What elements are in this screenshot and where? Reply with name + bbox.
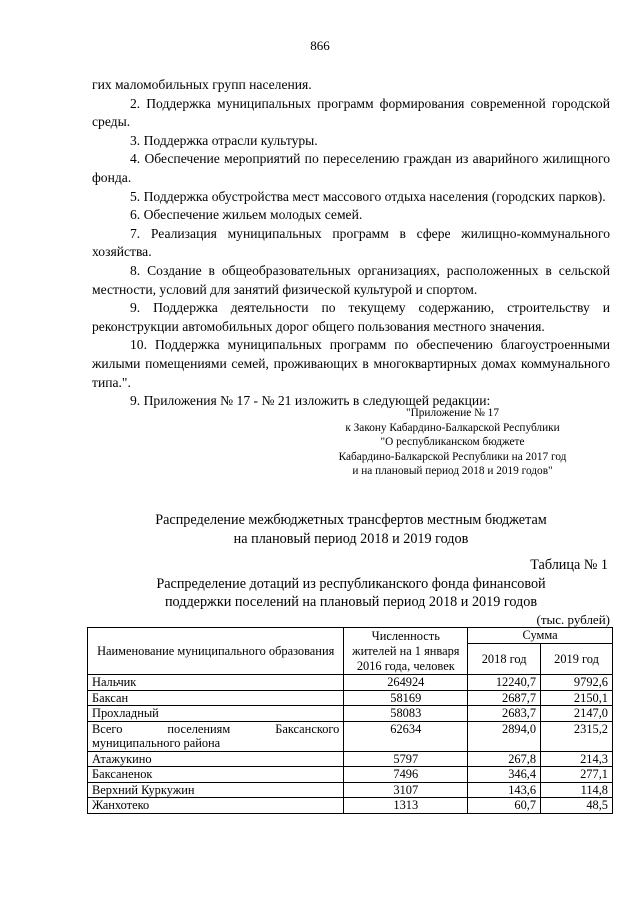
cell-population: 58169 xyxy=(344,690,468,706)
paragraph: 9. Приложения № 17 - № 21 изложить в следующей редакции: xyxy=(130,393,491,409)
cell-population: 58083 xyxy=(344,706,468,722)
table-title-line: Распределение дотаций из республиканского фонда финансовой xyxy=(156,576,546,592)
appendix-note-line: "Приложение № 17 xyxy=(406,407,499,419)
cell-2018: 60,7 xyxy=(468,798,541,814)
paragraph: 7. Реализация муниципальных программ в сфере жилищно-коммунального хозяйства. xyxy=(92,225,610,260)
section-title-line: на плановый период 2018 и 2019 годов xyxy=(233,530,469,547)
paragraph: 10. Поддержка муниципальных программ по обеспечению благоустроенными жилыми помещениями семей, проживающих в многоквартирных домах коммунального типа.". xyxy=(92,337,610,390)
column-header-sum: Сумма xyxy=(468,628,613,644)
paragraph: гих маломобильных групп населения. xyxy=(92,77,312,92)
cell-2019: 114,8 xyxy=(541,782,613,798)
table-title-line: поддержки поселений на плановый период 2018 и 2019 годов xyxy=(164,593,538,610)
table-row xyxy=(88,706,613,722)
table-number: Таблица № 1 xyxy=(530,557,608,573)
cell-name: Прохладный xyxy=(88,706,344,722)
cell-population: 264924 xyxy=(344,675,468,691)
table-row xyxy=(88,798,613,814)
cell-name: Жанхотеко xyxy=(88,798,344,814)
cell-name: Верхний Куркужин xyxy=(88,782,344,798)
appendix-note-line: Кабардино-Балкарской Республики на 2017 год xyxy=(338,450,567,463)
column-header-name: Наименование муниципального образования xyxy=(88,628,344,675)
table-row xyxy=(88,782,613,798)
cell-2019: 214,3 xyxy=(541,751,613,767)
paragraph: 5. Поддержка обустройства мест массового отдыха населения (городских парков). xyxy=(130,188,606,204)
cell-name: Баксаненок xyxy=(88,767,344,783)
cell-2018: 2683,7 xyxy=(468,706,541,722)
cell-name: Всего поселениям Баксанского муниципального района xyxy=(88,721,344,751)
column-header-population: Численность жителей на 1 января 2016 года, человек xyxy=(344,628,468,675)
cell-2018: 2894,0 xyxy=(468,721,541,751)
paragraph: 9. Поддержка деятельности по текущему содержанию, строительству и реконструкции автомобильных дорог общего пользования местного значения. xyxy=(92,300,610,334)
table-title xyxy=(92,576,610,611)
cell-name: Атажукино xyxy=(88,751,344,767)
cell-2018: 2687,7 xyxy=(468,690,541,706)
page-number: 866 xyxy=(310,38,330,53)
table-row xyxy=(88,751,613,767)
paragraph: 4. Обеспечение мероприятий по переселению граждан из аварийного жилищного фонда. xyxy=(92,151,610,185)
cell-2018: 267,8 xyxy=(468,751,541,767)
section-title-line: Распределение межбюджетных трансфертов местным бюджетам xyxy=(155,512,547,528)
units-label: (тыс. рублей) xyxy=(536,612,610,627)
cell-population: 5797 xyxy=(344,751,468,767)
cell-2018: 346,4 xyxy=(468,767,541,783)
paragraph: 2. Поддержка муниципальных программ формирования современной городской среды. xyxy=(92,95,610,130)
cell-2019: 9792,6 xyxy=(541,675,613,691)
table-row xyxy=(88,690,613,706)
cell-2019: 48,5 xyxy=(541,798,613,814)
cell-2019: 2315,2 xyxy=(541,721,613,751)
paragraph: 8. Создание в общеобразовательных организациях, расположенных в сельской местности, условий для занятий физической культурой и спортом. xyxy=(92,262,610,297)
appendix-note-line: и на плановый период 2018 и 2019 годов" xyxy=(352,465,553,478)
transfers-table xyxy=(87,627,613,814)
cell-population: 7496 xyxy=(344,767,468,783)
cell-population: 62634 xyxy=(344,721,468,751)
column-header-2019: 2019 год xyxy=(541,644,613,675)
appendix-note-line: к Закону Кабардино-Балкарской Республики xyxy=(345,421,560,434)
cell-2019: 2147,0 xyxy=(541,706,613,722)
table-row xyxy=(88,721,613,751)
cell-2019: 277,1 xyxy=(541,767,613,783)
cell-population: 3107 xyxy=(344,782,468,798)
appendix-note-line: "О республиканском бюджете xyxy=(380,436,525,449)
cell-2019: 2150,1 xyxy=(541,690,613,706)
cell-name: Нальчик xyxy=(88,675,344,691)
column-header-2018: 2018 год xyxy=(468,644,541,675)
table-row xyxy=(88,767,613,783)
appendix-note xyxy=(300,406,605,479)
cell-name: Баксан xyxy=(88,690,344,706)
paragraph: 3. Поддержка отрасли культуры. xyxy=(130,132,318,148)
cell-2018: 12240,7 xyxy=(468,675,541,691)
body-text xyxy=(92,76,610,411)
paragraph: 6. Обеспечение жильем молодых семей. xyxy=(130,207,363,223)
cell-2018: 143,6 xyxy=(468,782,541,798)
table-row xyxy=(88,675,613,691)
cell-population: 1313 xyxy=(344,798,468,814)
section-title xyxy=(92,511,610,548)
